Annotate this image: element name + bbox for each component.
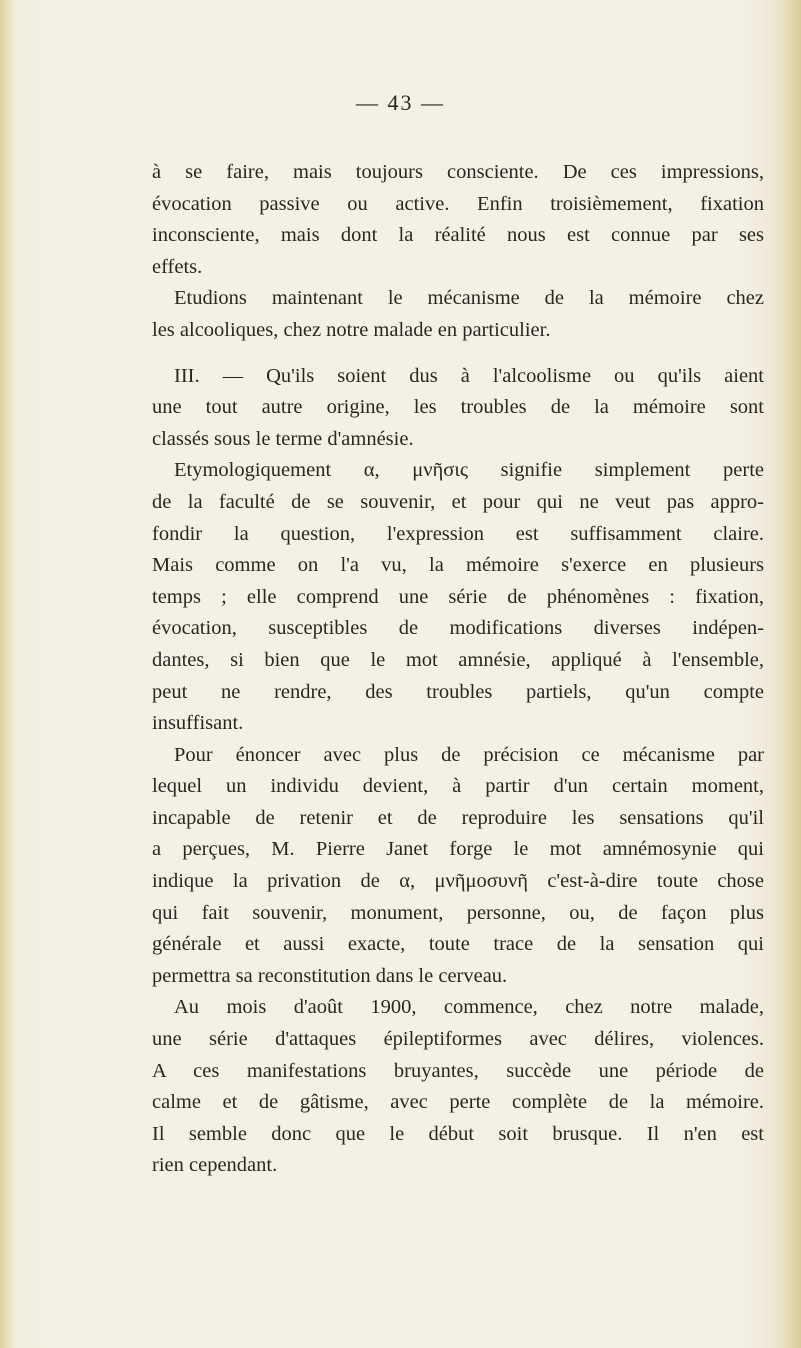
page-edge-right (773, 0, 801, 1348)
text-line: évocation, susceptibles de modifications diverses indépen- (152, 617, 764, 640)
text-line: classés sous le terme d'amnésie. (152, 427, 414, 450)
text-line: incapable de retenir et de reproduire les sensations qu'il (152, 806, 764, 829)
page-edge-left (0, 0, 14, 1348)
text-line: de la faculté de se souvenir, et pour qui ne veut pas appro- (152, 490, 764, 513)
text-line: insuffisant. (152, 712, 244, 735)
page-number: — 43 — (356, 90, 445, 115)
text-line: à se faire, mais toujours consciente. De ces impressions, (152, 161, 764, 183)
text-line: effets. (152, 255, 203, 278)
text-line: a perçues, M. Pierre Janet forge le mot amnémosynie qui (152, 838, 764, 861)
text-line: temps ; elle comprend une série de phénomènes : fixation, (152, 585, 764, 608)
text-line: générale et aussi exacte, toute trace de la sensation qui (152, 933, 764, 956)
text-line: indique la privation de α, μνῆμοσυνῆ c'est-à-dire toute chose (152, 870, 764, 893)
text-line: évocation passive ou active. Enfin troisièmement, fixation (152, 192, 764, 215)
text-line: peut ne rendre, des troubles partiels, qu'un compte (152, 680, 764, 703)
text-line: une tout autre origine, les troubles de la mémoire sont (152, 396, 764, 419)
text-line: une série d'attaques épileptiformes avec délires, violences. (152, 1028, 764, 1051)
text-line: calme et de gâtisme, avec perte complète de la mémoire. (152, 1091, 764, 1114)
text-line: A ces manifestations bruyantes, succède une période de (152, 1059, 764, 1082)
text-line: Etymologiquement α, μνῆσις signifie simplement perte (174, 459, 764, 482)
text-line: permettra sa reconstitution dans le cerveau. (152, 964, 508, 987)
body-text (152, 157, 764, 1182)
text-line: dantes, si bien que le mot amnésie, appliqué à l'ensemble, (152, 648, 764, 671)
text-line: Il semble donc que le début soit brusque. Il n'en est (152, 1122, 764, 1145)
text-line: Etudions maintenant le mécanisme de la mémoire chez (174, 287, 764, 310)
text-line: rien cependant. (152, 1154, 278, 1177)
text-line: fondir la question, l'expression est suffisamment claire. (152, 522, 764, 545)
text-line: les alcooliques, chez notre malade en particulier. (152, 318, 551, 341)
paragraph-gap (152, 347, 764, 361)
text-line: III. — Qu'ils soient dus à l'alcoolisme ou qu'ils aient (174, 364, 764, 387)
text-line: Au mois d'août 1900, commence, chez notre malade, (174, 996, 764, 1019)
text-line: lequel un individu devient, à partir d'un certain moment, (152, 775, 764, 798)
text-line: Pour énoncer avec plus de précision ce mécanisme par (174, 743, 764, 766)
text-line: Mais comme on l'a vu, la mémoire s'exerce en plusieurs (152, 554, 764, 577)
text-line: qui fait souvenir, monument, personne, ou, de façon plus (152, 901, 764, 924)
text-line: inconsciente, mais dont la réalité nous est connue par ses (152, 224, 764, 247)
